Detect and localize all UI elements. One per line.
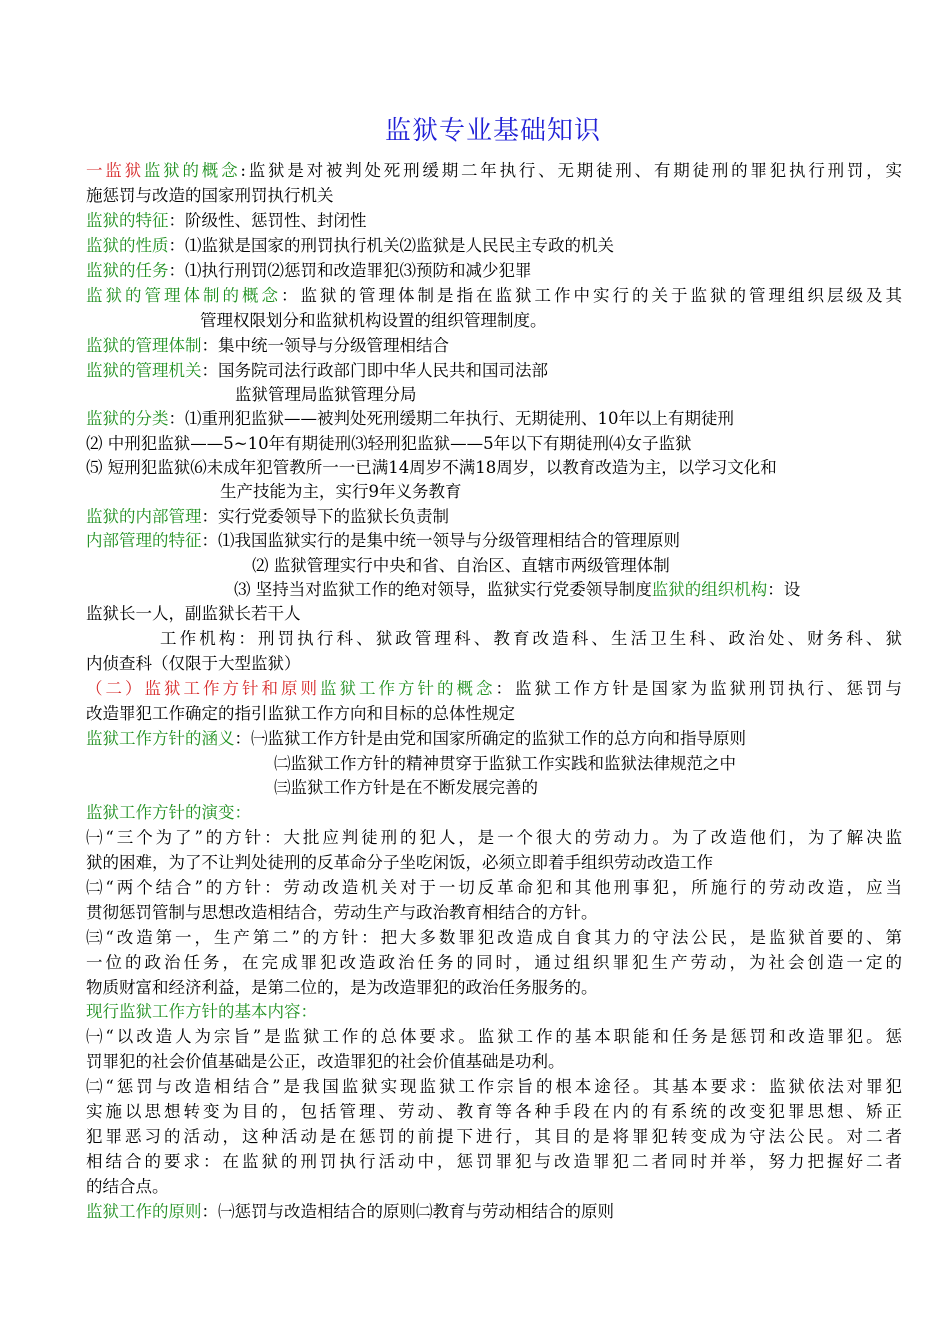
internal-feat-line-2: ⑵ 监狱管理实行中央和省、自治区、直辖市两级管理体制 [252,556,670,575]
ev1-line-1: ㈠“三个为了”的方针：大批应判徒刑的犯人，是一个很大的劳动力。为了改造他们，为了解决监 [86,828,902,847]
cur2-line-4: 相结合的要求：在监狱的刑罚执行活动中，惩罚罪犯与改造罪犯二者同时并举，努力把握好二者 [86,1152,902,1171]
current-colon: ： [300,1002,317,1021]
class-line-2: ⑵ 中刑犯监狱——5~10年有期徒刑⑶轻刑犯监狱——5年以下有期徒刑⑷女子监狱 [86,434,692,453]
tasks-line [86,261,532,281]
cur1-line-1: ㈠“以改造人为宗旨”是监狱工作的总体要求。监狱工作的基本职能和任务是惩罚和改造罪犯。惩 [86,1027,902,1046]
s2-concept-text: ：监狱工作方针是国家为监狱刑罚执行、惩罚与 [495,679,902,698]
mgmt-label: 监狱的管理体制 [86,336,202,355]
concept-line-1 [86,161,902,181]
mgmt-concept-text: ：监狱的管理体制是指在监狱工作中实行的关于监狱的管理组织层级及其 [281,286,902,305]
principle-text: ：㈠惩罚与改造相结合的原则㈡教育与劳动相结合的原则 [201,1202,614,1221]
mgmt-concept-line-1 [86,286,902,306]
tasks-label: 监狱的任务 [86,261,169,280]
section-heading: 一监狱 [86,161,144,180]
internal-text: ：实行党委领导下的监狱长负责制 [201,507,449,526]
ev3-line-1: ㈢“改造第一，生产第二”的方针：把大多数罪犯改造成自食其力的守法公民，是监狱首要的、第 [86,928,902,947]
features-line [86,211,367,231]
internal-feat-text-3: ⑶ 坚持当对监狱工作的绝对领导，监狱实行党委领导制度 [234,580,652,599]
s2-concept-line-2: 改造罪犯工作确定的指引监狱工作方向和目标的总体性规定 [86,704,515,723]
organ-line-1 [86,361,548,381]
ev2-line-2: 贯彻惩罚管制与思想改造相结合，劳动生产与政治教育相结合的方针。 [86,903,598,922]
internal-label: 监狱的内部管理 [86,507,202,526]
internal-feat-line-1 [86,531,680,551]
features-text: ：阶级性、惩罚性、封闭性 [168,211,367,230]
meaning-line-2: ㈡监狱工作方针的精神贯穿于监狱工作实践和监狱法律规范之中 [274,754,736,773]
evolution-colon: ： [234,803,251,822]
organ-line-2: 监狱管理局监狱管理分局 [235,385,417,404]
work-org-line-2: 内侦查科（仅限于大型监狱） [86,654,301,673]
work-org-line-1: 工作机构：刑罚执行科、狱政管理科、教育改造科、生活卫生科、政治处、财务科、狱 [160,629,902,648]
nature-line [86,236,614,256]
mgmt-line [86,336,449,356]
ev3-line-2: 一位的政治任务，在完成罪犯改造政治任务的同时，通过组织罪犯生产劳动，为社会创造一定的 [86,953,902,972]
cur2-line-2: 实施以思想转变为目的，包括管理、劳动、教育等各种手段在内的有系统的改变犯罪思想、矫正 [86,1102,902,1121]
s2-concept-line-1 [86,679,902,699]
nature-label: 监狱的性质 [86,236,169,255]
ev3-line-3: 物质财富和经济利益，是第二位的，是为改造罪犯的政治任务服务的。 [86,978,598,997]
principle-label: 监狱工作的原则 [86,1202,202,1221]
internal-feat-label: 内部管理的特征 [86,531,202,550]
meaning-line-3: ㈢监狱工作方针是在不断发展完善的 [274,778,538,797]
meaning-label: 监狱工作方针的涵义 [86,729,235,748]
concept-line-2: 施惩罚与改造的国家刑罚执行机关 [86,186,334,205]
mgmt-concept-label: 监狱的管理体制的概念 [86,286,281,305]
current-label: 现行监狱工作方针的基本内容 [86,1002,301,1021]
cur2-line-1: ㈡“惩罚与改造相结合”是我国监狱实现监狱工作宗旨的根本途径。其基本要求：监狱依法对罪犯 [86,1077,902,1096]
nature-text: ：⑴监狱是国家的刑罚执行机关⑵监狱是人民民主专政的机关 [168,236,614,255]
class-line-1 [86,409,734,429]
internal-line [86,507,449,527]
features-label: 监狱的特征 [86,211,169,230]
principle-line [86,1202,614,1222]
page-title: 监狱专业基础知识 [384,116,601,146]
evolution-label: 监狱工作方针的演变 [86,803,235,822]
evolution-heading [86,803,251,823]
organ-label: 监狱的管理机关 [86,361,202,380]
org-colon: ：设 [767,580,801,599]
internal-feat-text: ：⑴我国监狱实行的是集中统一领导与分级管理相结合的管理原则 [201,531,680,550]
ev1-line-2: 狱的困难，为了不让判处徒刑的反革命分子坐吃闲饭，必须立即着手组织劳动改造工作 [86,853,713,872]
s2-concept-label: 监狱工作方针的概念 [320,679,496,698]
class-label: 监狱的分类 [86,409,169,428]
concept-text: :监狱是对被判处死刑缓期二年执行、无期徒刑、有期徒刑的罪犯执行刑罚，实 [240,161,903,180]
cur1-line-2: 罚罪犯的社会价值基础是公正，改造罪犯的社会价值基础是功利。 [86,1052,565,1071]
cur2-line-3: 犯罪恶习的活动，这种活动是在惩罚的前提下进行，其目的是将罪犯转变成为守法公民。对二者 [86,1127,902,1146]
concept-label: 监狱的概念 [143,161,241,180]
meaning-line-1 [86,729,746,749]
internal-feat-line-4: 监狱长一人，副监狱长若干人 [86,604,301,623]
tasks-text: ：⑴执行刑罚⑵惩罚和改造罪犯⑶预防和减少犯罪 [168,261,532,280]
class-line-4: 生产技能为主，实行9年义务教育 [220,482,462,501]
internal-feat-line-3 [234,580,800,600]
meaning-text: ：㈠监狱工作方针是由党和国家所确定的监狱工作的总方向和指导原则 [234,729,746,748]
organ-text: ：国务院司法行政部门即中华人民共和国司法部 [201,361,548,380]
mgmt-text: ：集中统一领导与分级管理相结合 [201,336,449,355]
class-text: ：⑴重刑犯监狱——被判处死刑缓期二年执行、无期徒刑、10年以上有期徒刑 [168,409,734,428]
ev2-line-1: ㈡“两个结合”的方针：劳动改造机关对于一切反革命犯和其他刑事犯，所施行的劳动改造，应当 [86,878,902,897]
s2-heading: （二）监狱工作方针和原则 [86,679,320,698]
class-line-3: ⑸ 短刑犯监狱⑹未成年犯管教所一一已满14周岁不满18周岁，以教育改造为主，以学习文化和 [86,458,777,477]
mgmt-concept-line-2: 管理权限划分和监狱机构设置的组织管理制度。 [200,311,547,330]
current-heading [86,1002,317,1022]
cur2-line-5: 的结合点。 [86,1177,169,1196]
org-label: 监狱的组织机构 [651,580,768,599]
